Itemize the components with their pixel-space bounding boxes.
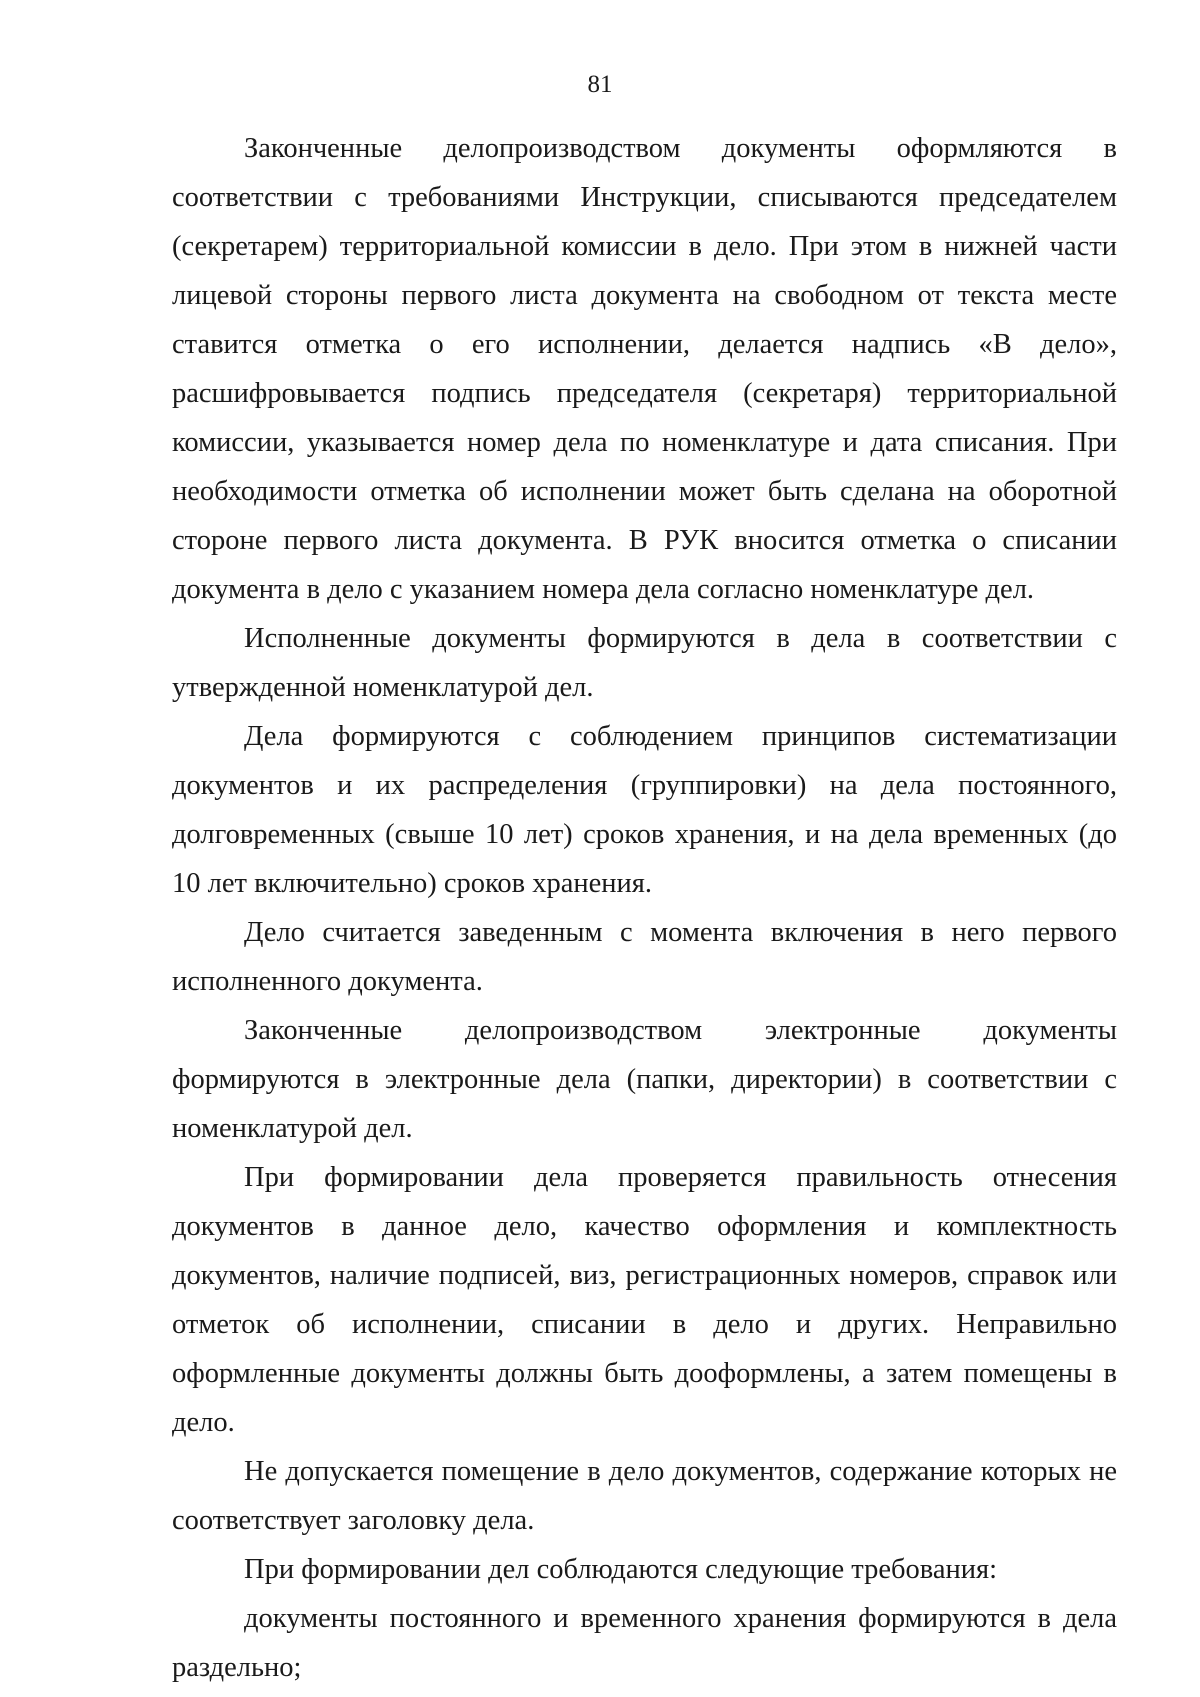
paragraph-requirements-intro: При формировании дел соблюдаются следующие требования: — [244, 1554, 998, 1585]
paragraph-not-allowed: Не допускается помещение в дело документов, содержание которых не соответствует заголовку дела. — [172, 1456, 1117, 1536]
paragraph-executed-documents: Исполненные документы формируются в дела в соответствии с утвержденной номенклатурой дел. — [172, 623, 1117, 703]
paragraph-requirement-separate-storage: документы постоянного и временного хранения формируются в дела раздельно; — [172, 1603, 1117, 1683]
paragraph-completed-documents: Законченные делопроизводством документы оформляются в соответствии с требованиями Инструкции, списываются председателем (секретарем) территориальной комиссии в дело. При этом в нижней части лицевой стороны первого листа документа на свободном от текста месте ставится отметка о его исполнении, делается надпись «В дело», расшифровывается подпись председателя (секретаря) территориальной комиссии, указывается номер дела по номенклатуре и дата списания. При необходимости отметка об исполнении может быть сделана на оборотной стороне первого листа документа. В РУК вносится отметка о списании документа в дело с указанием номера дела согласно номенклатуре дел. — [172, 133, 1117, 605]
paragraph-case-opened: Дело считается заведенным с момента включения в него первого исполненного документа. — [172, 917, 1117, 997]
paragraph-case-formation-principles: Дела формируются с соблюдением принципов систематизации документов и их распределения (группировки) на дела постоянного, долговременных (свыше 10 лет) сроков хранения, и на дела временных (до 10 лет включительно) сроков хранения. — [172, 721, 1117, 899]
paragraph-case-verification: При формировании дела проверяется правильность отнесения документов в данное дело, качество оформления и комплектность документов, наличие подписей, виз, регистрационных номеров, справок или отметок об исполнении, списании в дело и других. Неправильно оформленные документы должны быть дооформлены, а затем помещены в дело. — [172, 1162, 1117, 1438]
page-number: 81 — [587, 71, 613, 98]
paragraph-electronic-documents: Законченные делопроизводством электронные документы формируются в электронные дела (папки, директории) в соответствии с номенклатурой дел. — [172, 1015, 1117, 1144]
document-body — [172, 124, 1117, 1692]
